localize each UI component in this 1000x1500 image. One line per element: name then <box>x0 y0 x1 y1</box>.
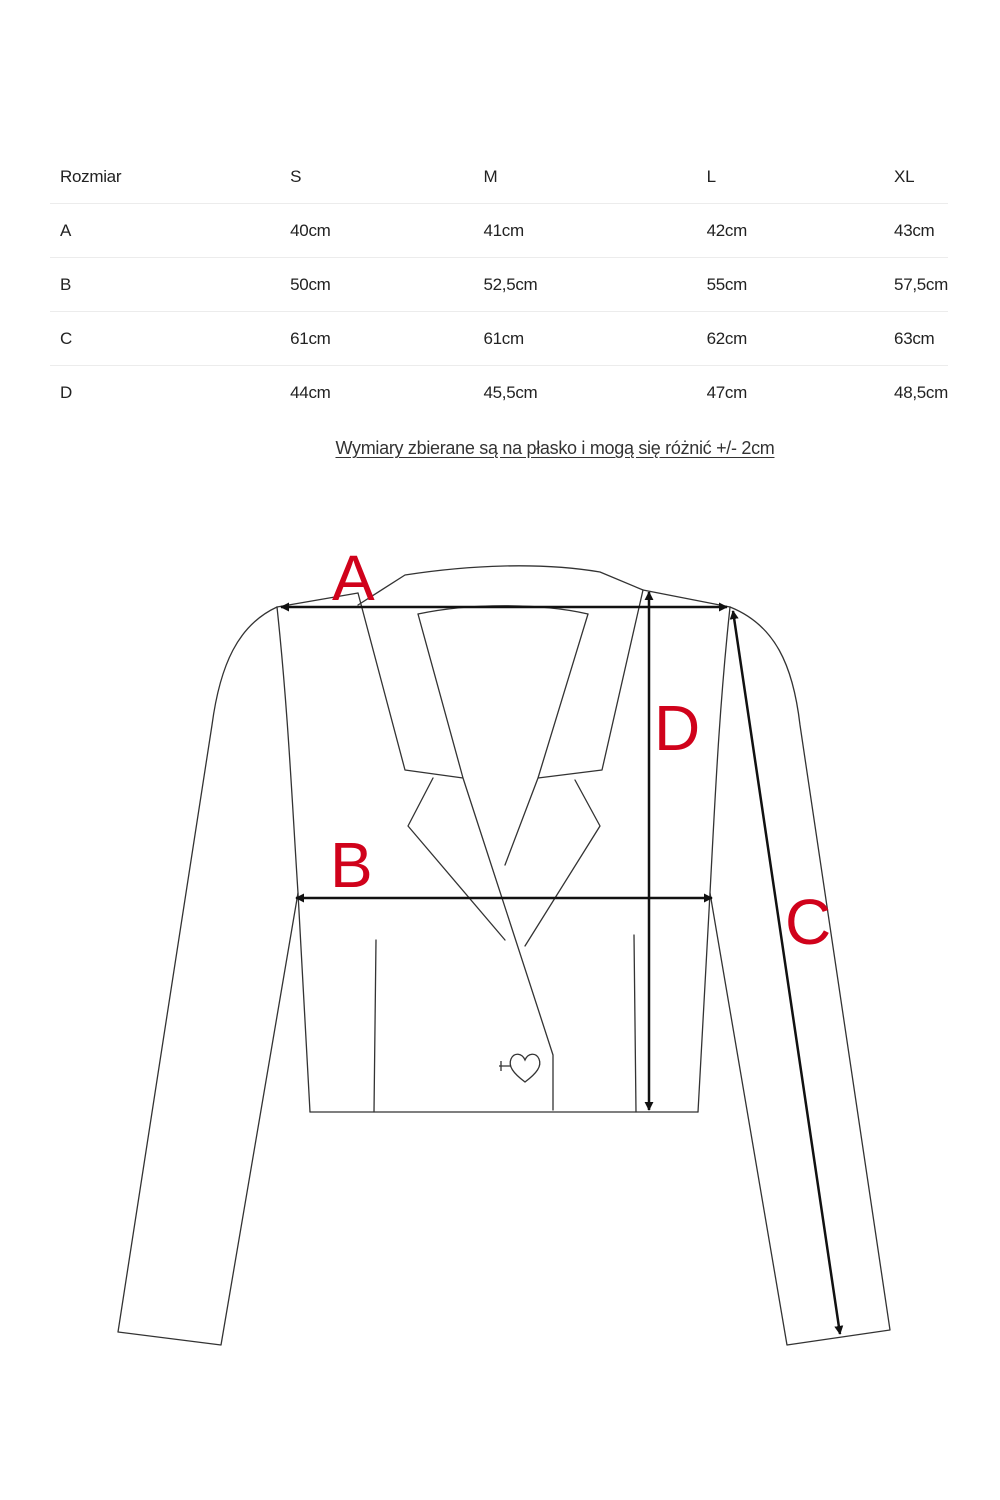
right-sleeve <box>710 607 890 1345</box>
label-b: B <box>330 829 373 901</box>
table-cell: 57,5cm <box>884 258 948 312</box>
heart-icon <box>510 1054 540 1082</box>
left-dart <box>374 940 376 1112</box>
table-cell: 44cm <box>280 366 473 420</box>
table-cell: 48,5cm <box>884 366 948 420</box>
jacket-diagram <box>0 500 1000 1380</box>
table-row <box>50 204 948 258</box>
table-cell: 45,5cm <box>473 366 696 420</box>
button-thread <box>499 1061 511 1071</box>
left-sleeve <box>118 607 298 1345</box>
table-cell: 47cm <box>697 366 884 420</box>
table-cell: 61cm <box>280 312 473 366</box>
table-row <box>50 258 948 312</box>
right-dart <box>634 935 636 1112</box>
heart-button <box>499 1054 540 1082</box>
table-header-row <box>50 150 948 204</box>
table-cell: 50cm <box>280 258 473 312</box>
header-cell: S <box>290 166 302 186</box>
measurement-note: Wymiary zbierane są na płasko i mogą się różnić +/- 2cm <box>335 438 775 458</box>
table-cell: 55cm <box>697 258 884 312</box>
table-cell: 62cm <box>697 312 884 366</box>
label-c: C <box>785 886 832 958</box>
body-right-side <box>698 607 730 1112</box>
table-cell: 42cm <box>697 204 884 258</box>
table-cell: 52,5cm <box>473 258 696 312</box>
table-cell: C <box>50 312 280 366</box>
table-cell: 61cm <box>473 312 696 366</box>
header-cell: XL <box>894 166 915 186</box>
table-cell: D <box>50 366 280 420</box>
table-cell: 40cm <box>280 204 473 258</box>
arrow-c <box>733 611 840 1334</box>
table-cell: 43cm <box>884 204 948 258</box>
right-lapel <box>505 590 643 946</box>
header-cell: L <box>706 166 716 186</box>
size-table <box>50 150 948 419</box>
header-cell: Rozmiar <box>60 166 122 186</box>
table-cell: 63cm <box>884 312 948 366</box>
table-cell: A <box>50 204 280 258</box>
jacket-outline <box>118 566 890 1345</box>
label-d: D <box>654 692 701 764</box>
collar-band <box>358 566 643 605</box>
dimension-labels <box>330 542 831 958</box>
body-left-side <box>277 607 310 1112</box>
table-cell: B <box>50 258 280 312</box>
table-cell: 41cm <box>473 204 696 258</box>
header-cell: M <box>483 166 498 186</box>
left-lapel <box>358 593 553 1110</box>
table-row <box>50 312 948 366</box>
right-shoulder <box>643 590 730 607</box>
table-row <box>50 366 948 420</box>
label-a: A <box>332 542 375 614</box>
